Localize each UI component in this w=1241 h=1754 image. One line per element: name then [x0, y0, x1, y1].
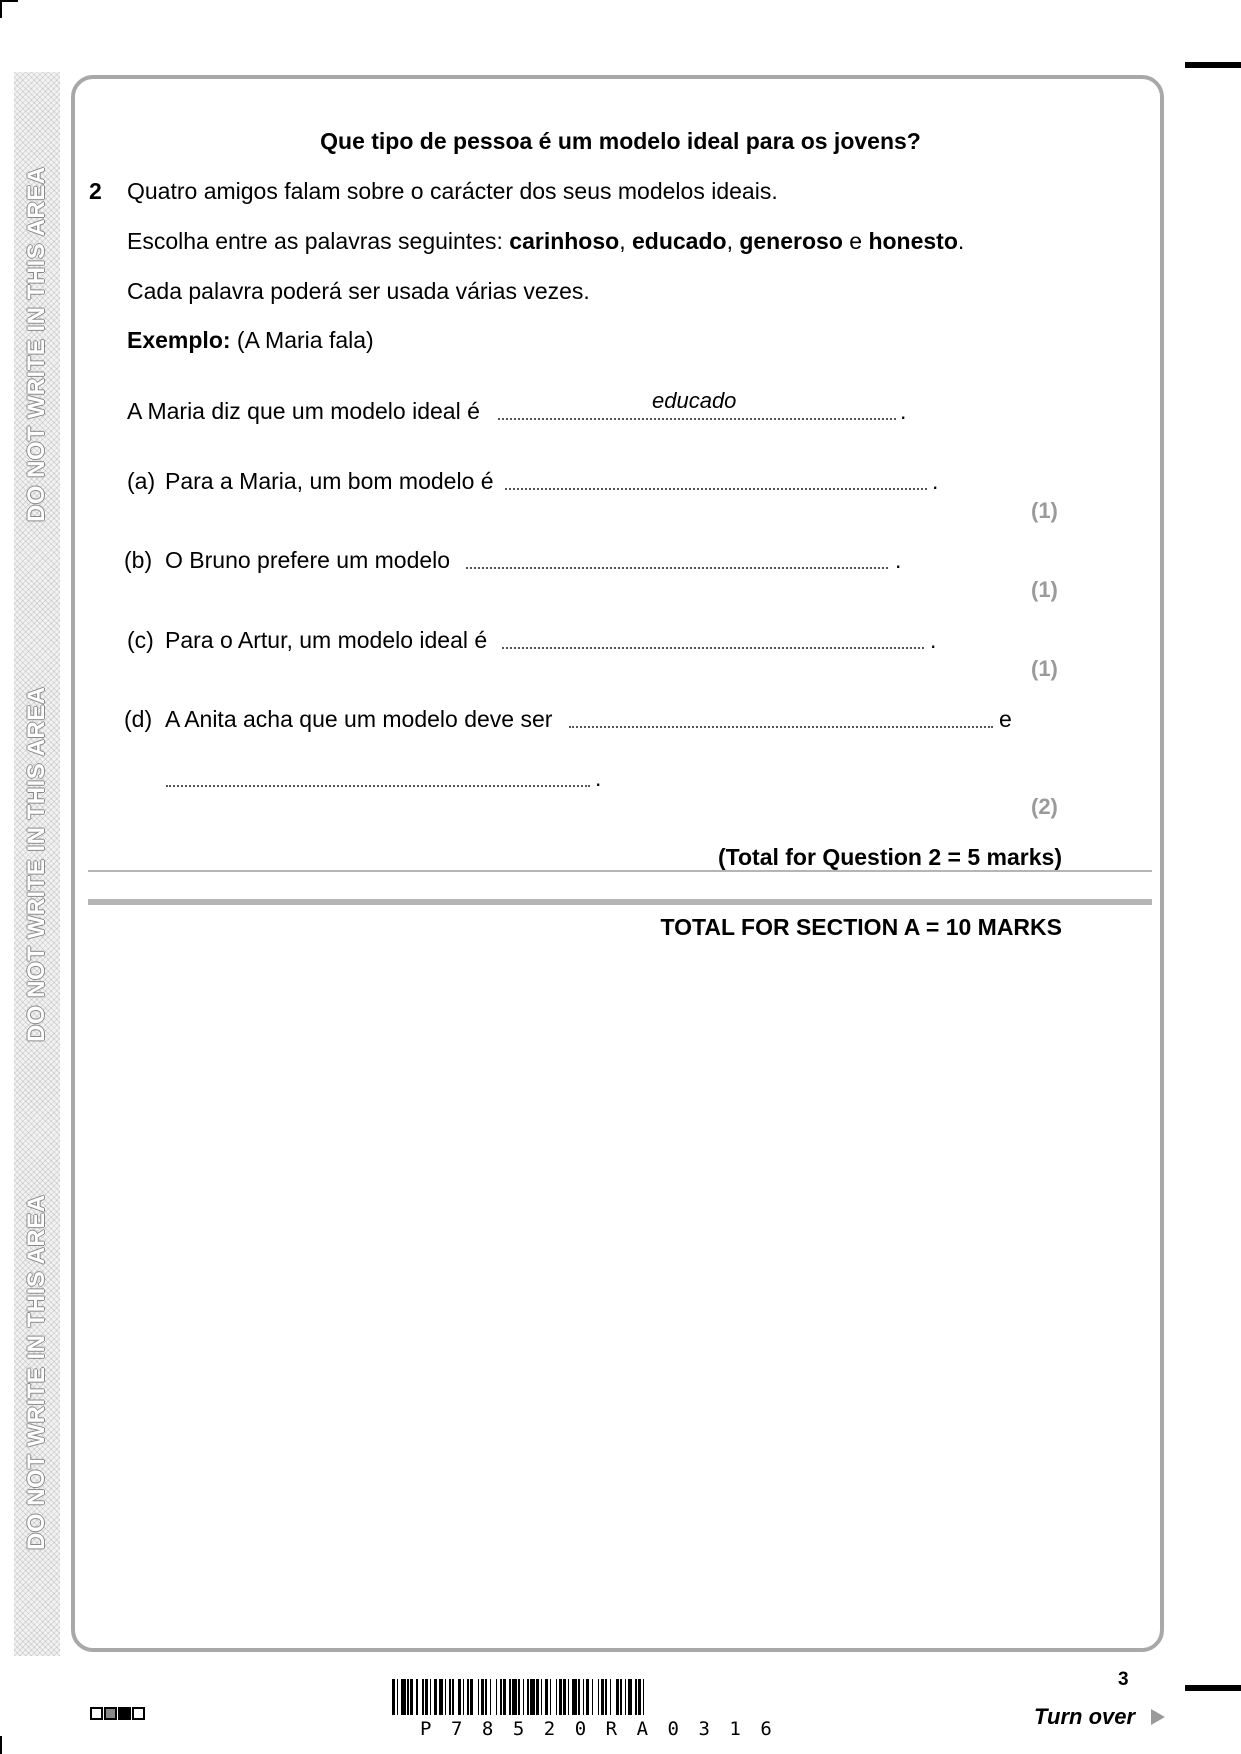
part-b-text: O Bruno prefere um modelo: [165, 547, 451, 573]
marker-square-black: [118, 1707, 131, 1720]
reuse-note: Cada palavra poderá ser usada várias vezes.: [127, 278, 590, 304]
word-generoso: generoso: [739, 228, 843, 254]
part-a-text: Para a Maria, um bom modelo é: [165, 468, 494, 494]
part-a-label: (a): [127, 468, 156, 494]
comma-separator: ,: [619, 228, 632, 254]
part-c-marks: (1): [1031, 656, 1058, 681]
barcode-text: P78520RA0316: [420, 1718, 792, 1740]
marker-square-empty: [132, 1707, 145, 1720]
do-not-write-notice-2: DO NOT WRITE IN THIS AREA: [23, 686, 50, 1042]
part-a-marks: (1): [1031, 498, 1058, 523]
part-d-answer-line-1[interactable]: [569, 726, 993, 728]
example-line: [127, 326, 374, 354]
part-d-answer-line-2[interactable]: [166, 785, 590, 787]
registration-bar-top: [1185, 62, 1241, 68]
word-choice-line: [127, 227, 964, 255]
end-period: .: [957, 228, 965, 254]
example-sentence: A Maria diz que um modelo ideal é: [127, 398, 480, 424]
word-educado: educado: [631, 228, 727, 254]
registration-bar-bottom: [1185, 1685, 1241, 1691]
marker-square-grey: [104, 1707, 117, 1720]
question-divider: [88, 870, 1152, 872]
marker-square-empty: [90, 1707, 103, 1720]
part-d-text: A Anita acha que um modelo deve ser: [165, 706, 553, 732]
part-d-period: .: [595, 765, 602, 791]
word-carinhoso: carinhoso: [509, 228, 620, 254]
word-honesto: honesto: [868, 228, 958, 254]
part-c-answer-line[interactable]: [502, 647, 924, 649]
question-number: 2: [89, 178, 102, 204]
turn-over-label: Turn over: [1034, 1704, 1136, 1729]
part-c-period: .: [930, 627, 937, 653]
part-b-answer-line[interactable]: [466, 567, 888, 569]
example-label: Exemplo:: [127, 327, 231, 353]
part-a-period: .: [932, 468, 939, 494]
do-not-write-notice-3: DO NOT WRITE IN THIS AREA: [23, 1194, 50, 1550]
page-heading: Que tipo de pessoa é um modelo ideal para os jovens?: [320, 128, 921, 154]
part-c-text: Para o Artur, um modelo ideal é: [165, 627, 488, 653]
and-separator: e: [842, 228, 869, 254]
part-b-period: .: [895, 547, 902, 573]
barcode-gap: [644, 1679, 647, 1715]
crop-mark-top-left-h: [0, 0, 18, 2]
example-answer: educado: [652, 388, 737, 413]
crop-mark-top-left-v: [0, 0, 2, 18]
question-intro: Quatro amigos falam sobre o carácter dos seus modelos ideais.: [127, 178, 778, 204]
section-divider: [88, 899, 1152, 905]
word-choice-prefix: Escolha entre as palavras seguintes:: [127, 228, 510, 254]
crop-mark-bottom-left-v: [0, 1736, 2, 1754]
part-c-label: (c): [127, 627, 154, 653]
part-b-marks: (1): [1031, 577, 1058, 602]
page-number: 3: [1118, 1669, 1129, 1690]
example-period: .: [900, 398, 907, 424]
part-d-joiner: e: [999, 706, 1012, 732]
print-marker-squares: [90, 1707, 145, 1720]
part-a-answer-line[interactable]: [505, 488, 927, 490]
turn-over-arrow-icon: [1151, 1709, 1165, 1725]
example-answer-line: [498, 418, 896, 420]
question-total: (Total for Question 2 = 5 marks): [717, 844, 1062, 870]
part-d-marks: (2): [1031, 794, 1058, 819]
section-total: TOTAL FOR SECTION A = 10 MARKS: [660, 914, 1062, 940]
part-b-label: (b): [124, 547, 153, 573]
do-not-write-notice-1: DO NOT WRITE IN THIS AREA: [23, 166, 50, 522]
example-speaker: (A Maria fala): [230, 327, 374, 353]
comma-separator: ,: [726, 228, 740, 254]
part-d-label: (d): [124, 706, 153, 732]
barcode: [392, 1679, 862, 1715]
